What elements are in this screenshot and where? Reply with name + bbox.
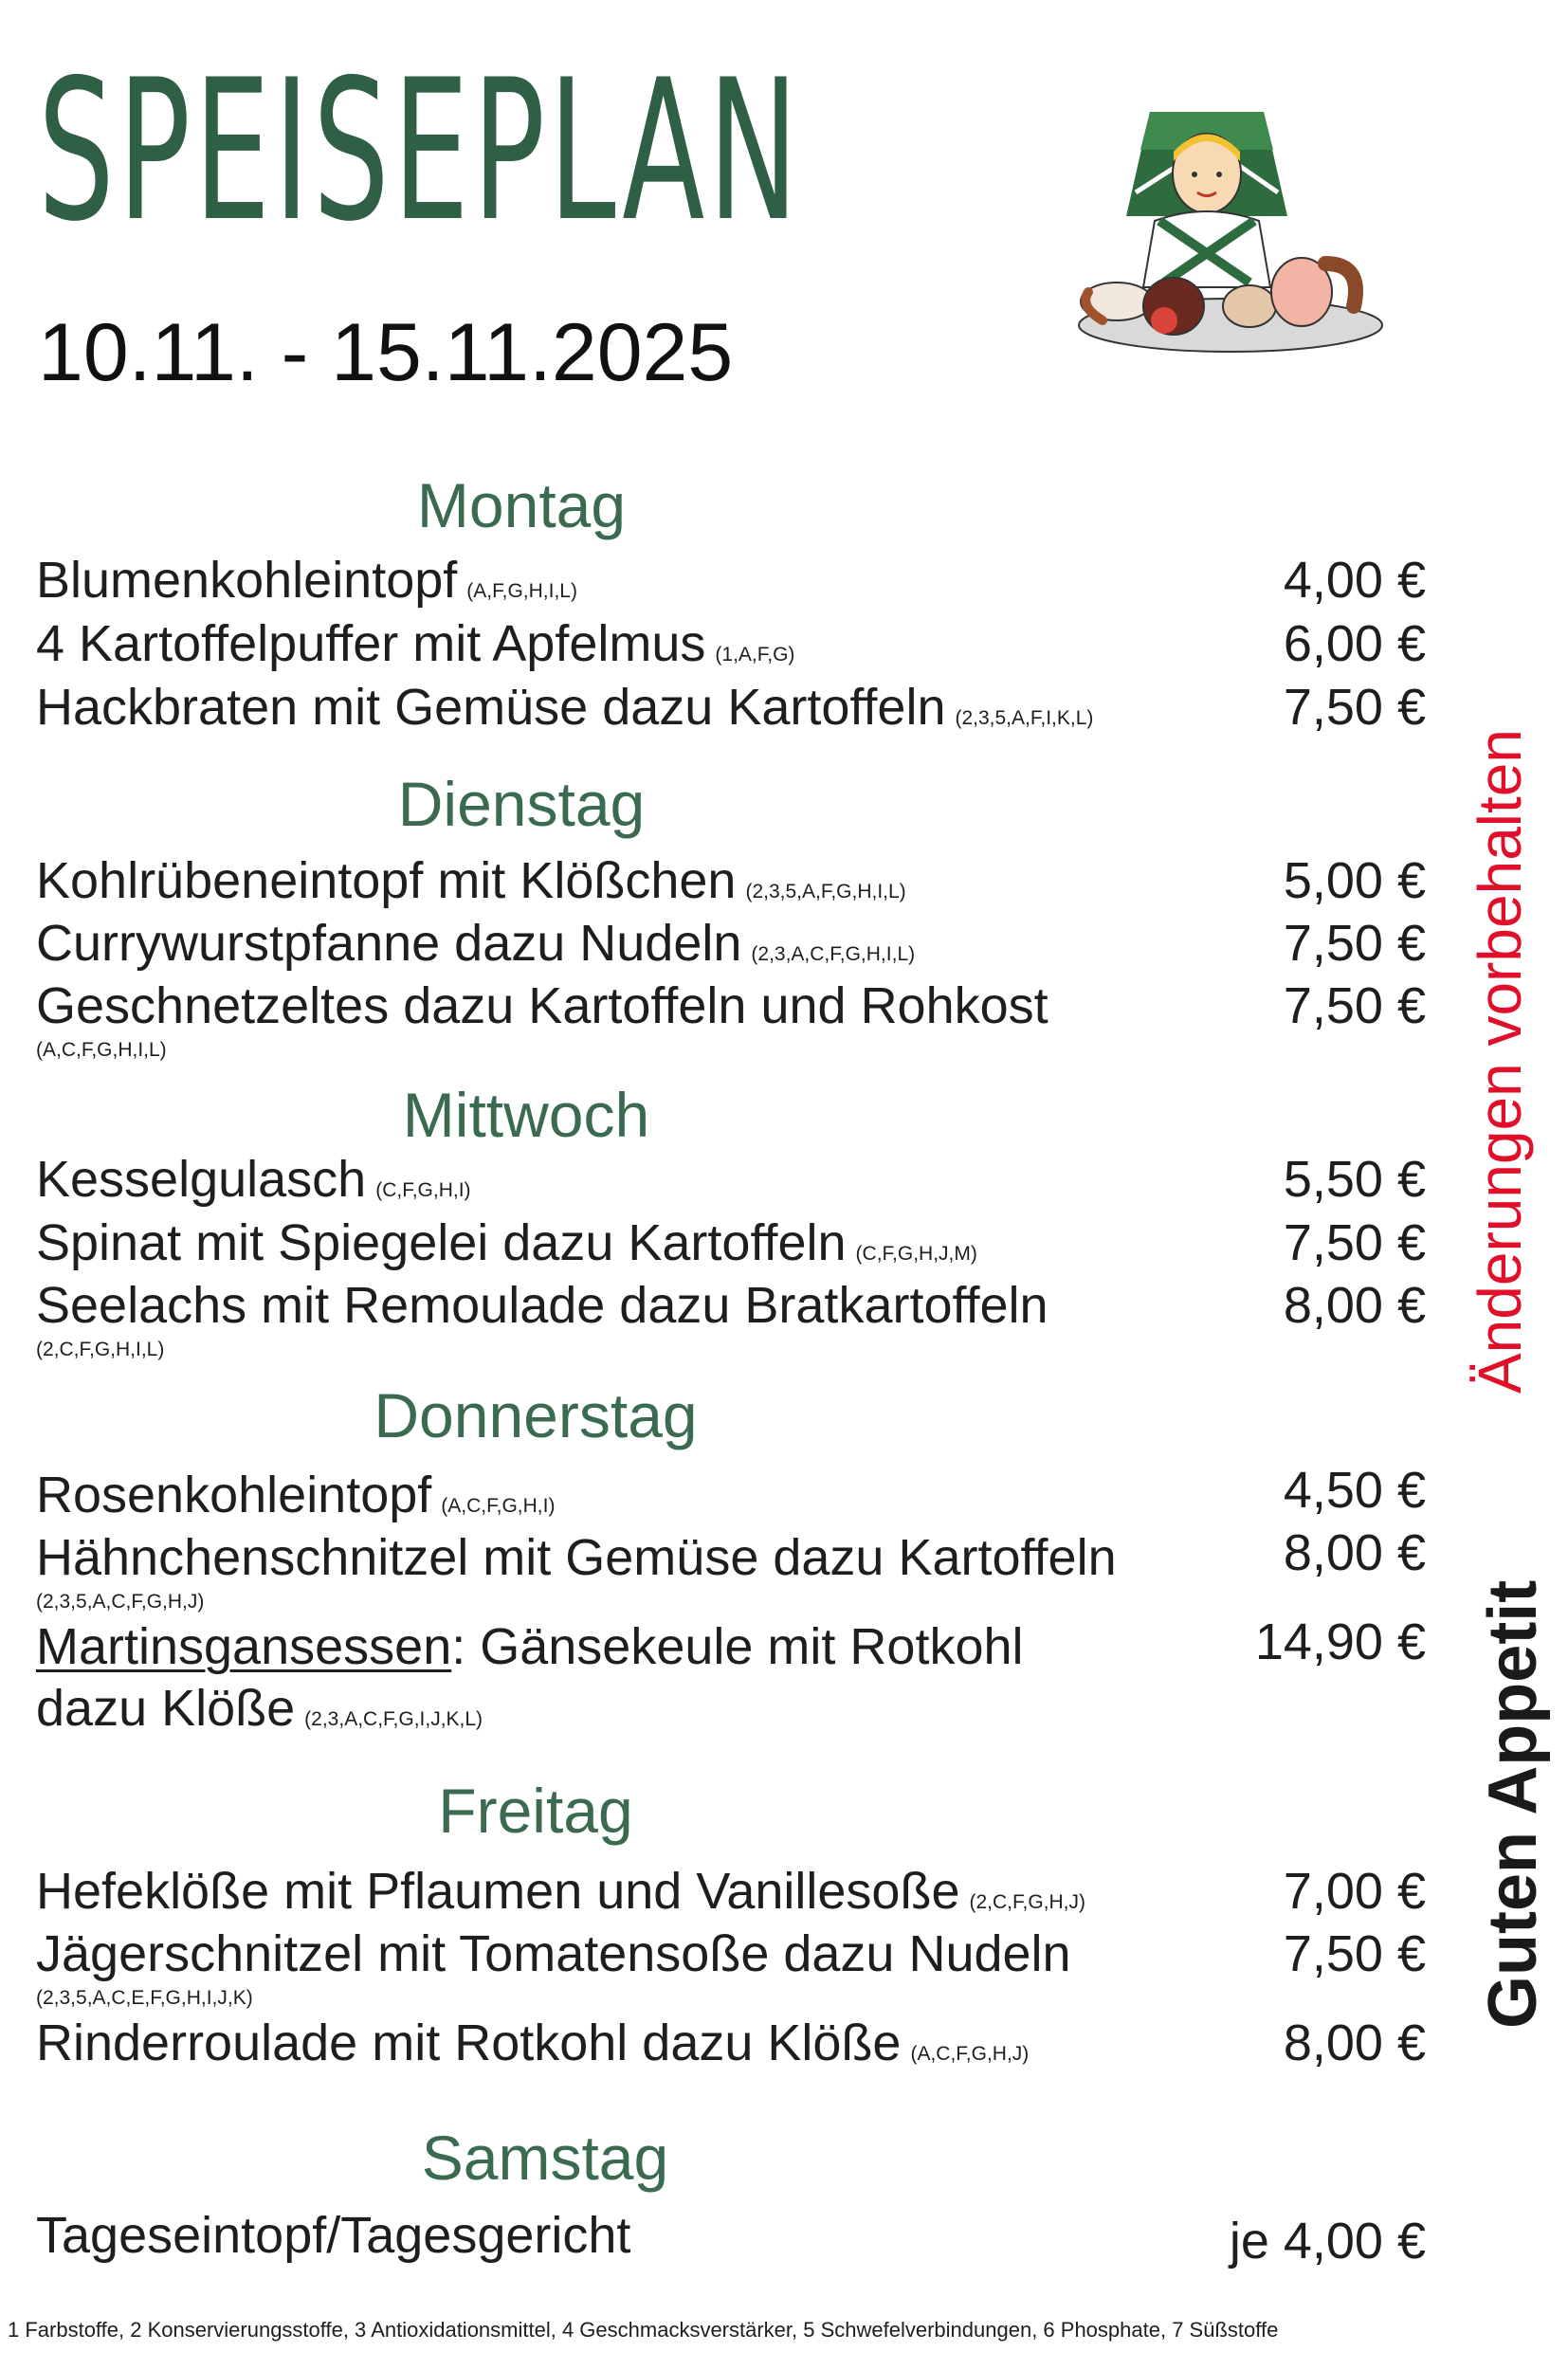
menu-price: 6,00 € <box>1283 615 1426 672</box>
menu-item: Blumenkohleintopf (A,F,G,H,I,L) <box>36 552 577 609</box>
menu-price: 4,00 € <box>1283 552 1426 609</box>
menu-price: 7,50 € <box>1283 1214 1426 1271</box>
day-heading-donnerstag: Donnerstag <box>374 1380 698 1450</box>
day-heading-montag: Montag <box>416 470 627 540</box>
menu-item: 4 Kartoffelpuffer mit Apfelmus (1,A,F,G) <box>36 615 795 672</box>
allergen-note: (A,C,F,G,H,I,L) <box>36 1039 167 1061</box>
allergen-note: (2,3,5,A,C,F,G,H,J) <box>36 1591 205 1613</box>
menu-price: 7,50 € <box>1283 679 1426 736</box>
menu-item: Currywurstpfanne dazu Nudeln (2,3,A,C,F,G,H,I,L) <box>36 915 916 972</box>
menu-item: Hähnchenschnitzel mit Gemüse dazu Kartoffeln <box>36 1529 1117 1586</box>
menu-item: Seelachs mit Remoulade dazu Bratkartoffeln <box>36 1277 1048 1334</box>
menu-item: Rosenkohleintopf (A,C,F,G,H,I) <box>36 1467 556 1523</box>
menu-price: 7,50 € <box>1283 1925 1426 1982</box>
menu-price: 8,00 € <box>1283 2014 1426 2071</box>
menu-price: 8,00 € <box>1283 1277 1426 1334</box>
day-heading-dienstag: Dienstag <box>397 769 646 839</box>
day-heading-samstag: Samstag <box>421 2123 669 2193</box>
page-title: SPEISEPLAN <box>38 39 802 264</box>
allergen-note: (2,C,F,G,H,I,L) <box>36 1339 165 1360</box>
menu-item: Hefeklöße mit Pflaumen und Vanillesoße (2,C,F,G,H,J) <box>36 1863 1085 1920</box>
butcher-logo-icon <box>1060 102 1401 358</box>
menu-price: 7,00 € <box>1283 1863 1426 1920</box>
menu-item: Spinat mit Spiegelei dazu Kartoffeln (C,F,G,H,J,M) <box>36 1214 977 1271</box>
changes-reserved-note: Änderungen vorbehalten <box>1466 729 1534 1394</box>
menu-price: 5,00 € <box>1283 852 1426 909</box>
day-heading-mittwoch: Mittwoch <box>402 1080 650 1150</box>
menu-item: Tageseintopf/Tagesgericht <box>36 2207 631 2264</box>
date-range: 10.11. - 15.11.2025 <box>38 307 734 398</box>
allergen-note: (2,3,5,A,C,E,F,G,H,I,J,K) <box>36 1987 253 2009</box>
menu-item: Rinderroulade mit Rotkohl dazu Klöße (A,C,F,G,H,J) <box>36 2014 1030 2071</box>
menu-price: 8,00 € <box>1283 1524 1426 1581</box>
menu-item: Kohlrübeneintopf mit Klößchen (2,3,5,A,F,G,H,I,L) <box>36 852 906 909</box>
menu-item: Jägerschnitzel mit Tomatensoße dazu Nudeln <box>36 1925 1071 1982</box>
additives-legend: 1 Farbstoffe, 2 Konservierungsstoffe, 3 Antioxidationsmittel, 4 Geschmacksverstärker, 5 Schwefelverbindungen, 6 Phosphate, 7 Süßstoffe <box>8 2318 1279 2342</box>
menu-item: Geschnetzeltes dazu Kartoffeln und Rohkost <box>36 977 1048 1034</box>
menu-price: 14,90 € <box>1254 1613 1426 1670</box>
enjoy-meal-note: Guten Appetit <box>1475 1579 1551 2029</box>
menu-item: Hackbraten mit Gemüse dazu Kartoffeln (2,3,5,A,F,I,K,L) <box>36 679 1094 736</box>
menu-price: 7,50 € <box>1283 915 1426 972</box>
menu-item-continuation: dazu Klöße (2,3,A,C,F,G,I,J,K,L) <box>36 1680 483 1737</box>
menu-item: Kesselgulasch (C,F,G,H,I) <box>36 1151 471 1208</box>
menu-price: 4,50 € <box>1283 1462 1426 1519</box>
menu-price: 7,50 € <box>1283 977 1426 1034</box>
menu-item: Martinsgansessen: Gänsekeule mit Rotkohl <box>36 1618 1024 1675</box>
menu-price: 5,50 € <box>1283 1151 1426 1208</box>
menu-price: je 4,00 € <box>1229 2213 1426 2270</box>
day-heading-freitag: Freitag <box>438 1776 633 1846</box>
